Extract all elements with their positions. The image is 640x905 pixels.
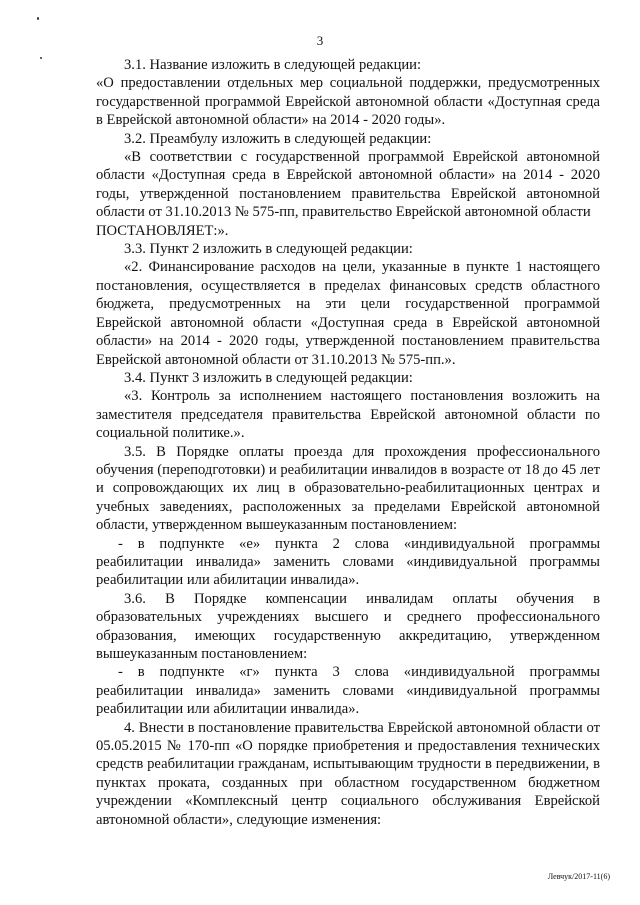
footer-file-code: Левчук/2017-11(6) (547, 872, 610, 881)
paragraph-3-5-text: 3.5. В Порядке оплаты проезда для прохождения профессионального обучения (переподготовки) и реабилитации инвалидов в возрасте от 18 до 45 лет и сопровождающих их лиц в образовательно-реабилитационных центрах и учебных заведениях, расположенных за пределами Еврейской автономной области, утвержденном вышеуказанным постановлением: (96, 443, 600, 534)
paragraph-3-2-heading: 3.2. Преамбулу изложить в следующей редакции: (124, 130, 432, 147)
paragraph-3-4-text: «3. Контроль за исполнением настоящего постановления возложить на заместителя председателя правительства Еврейской автономной области по социальной политике.». (96, 388, 600, 442)
paragraph-3-4-heading: 3.4. Пункт 3 изложить в следующей редакции: (124, 369, 413, 386)
scan-speck (37, 17, 39, 20)
document-body (96, 56, 600, 829)
paragraph-3-2-text: «В соответствии с государственной программой Еврейской автономной области «Доступная среда в Еврейской автономной области» на 2014 - 2020 годы, утвержденной постановлением правительства Еврейской автономной области от 31.10.2013 № 575-пп, правительство Еврейской автономной области (96, 149, 600, 221)
scan-speck (40, 57, 42, 59)
paragraph-3-1-text: «О предоставлении отдельных мер социальной поддержки, предусмотренных государственной программой Еврейской автономной области «Доступная среда в Еврейской автономной области» на 2014 - 2020 годы». (96, 75, 600, 129)
paragraph-3-5-subitem: - в подпункте «е» пункта 2 слова «индивидуальной программы реабилитации инвалида» заменить словами «индивидуальной программы реабилитации или абилитации инвалида». (96, 535, 600, 589)
paragraph-3-1-heading: 3.1. Название изложить в следующей редакции: (124, 57, 422, 73)
paragraph-4-text: 4. Внести в постановление правительства Еврейской автономной области от 05.05.2015 № 170-пп «О порядке приобретения и предоставления технических средств реабилитации гражданам, испытывающим трудности в передвижении, в пунктах проката, созданных при областном государственном бюджетном учреждении «Комплексный центр социального обслуживания Еврейской автономной области», следующие изменения: (96, 719, 600, 828)
paragraph-3-3-text: «2. Финансирование расходов на цели, указанные в пункте 1 настоящего постановления, осуществляется в пределах финансовых средств областного бюджета, предусмотренных на эти цели государственной программой Еврейской автономной области «Доступная среда в Еврейской автономной области» на 2014 - 2020 годы, утвержденной постановлением правительства Еврейской автономной области от 31.10.2013 № 575-пп.». (96, 259, 600, 368)
paragraph-3-6-text: 3.6. В Порядке компенсации инвалидам оплаты обучения в образовательных учреждениях высшего и среднего профессионального образования, имеющих государственную аккредитацию, утвержденном вышеуказанным постановлением: (96, 590, 600, 662)
paragraph-postanovlyaet: ПОСТАНОВЛЯЕТ:». (96, 222, 229, 239)
paragraph-3-3-heading: 3.3. Пункт 2 изложить в следующей редакции: (124, 241, 413, 258)
paragraph-3-6-subitem: - в подпункте «г» пункта 3 слова «индивидуальной программы реабилитации инвалида» заменить словами «индивидуальной программы реабилитации или абилитации инвалида». (96, 664, 600, 718)
page-number: 3 (316, 33, 324, 48)
